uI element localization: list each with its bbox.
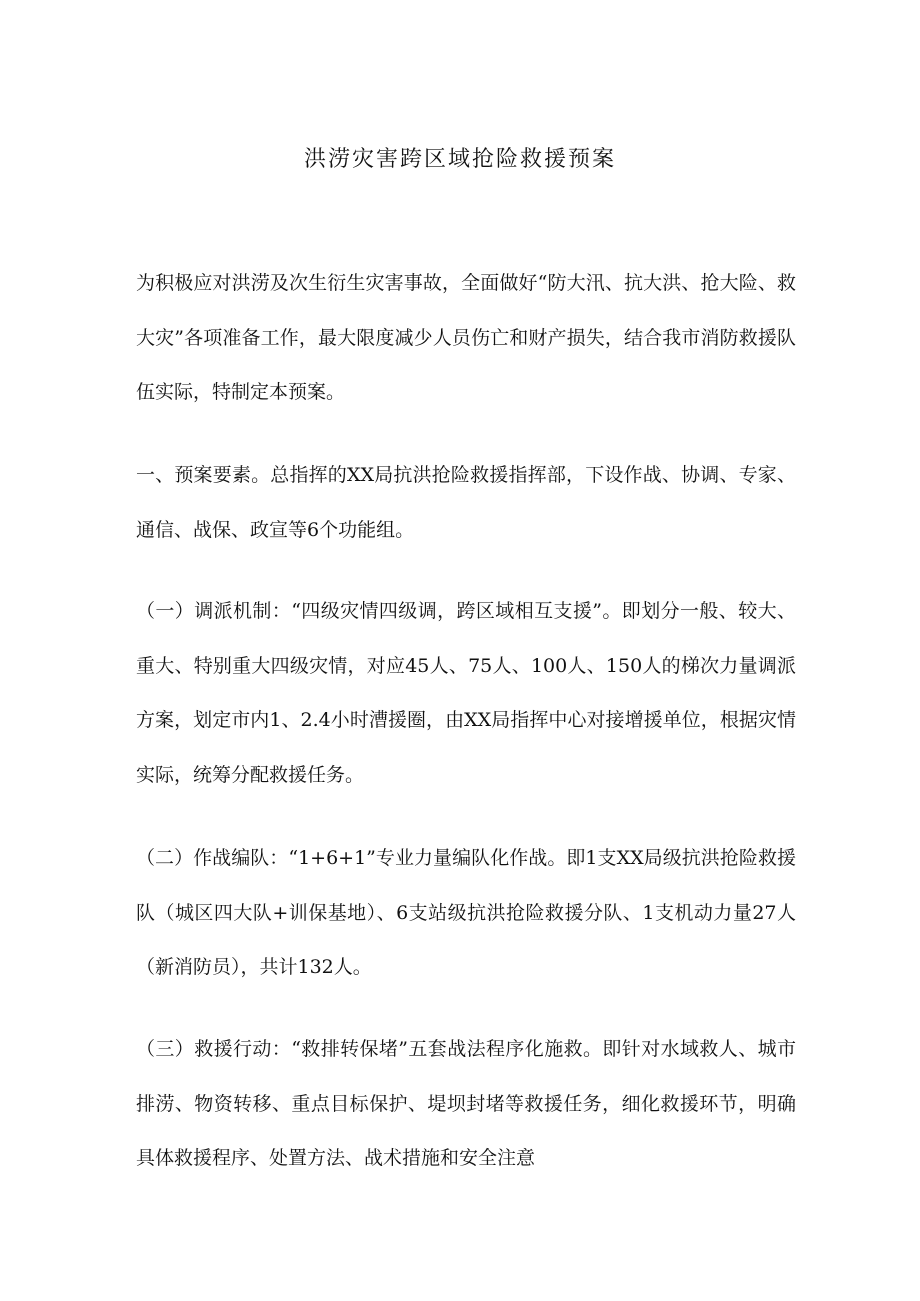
paragraph-rescue-action: （三）救援行动：“救排转保堵”五套战法程序化施救。即针对水域救人、城市排涝、物资转移、重点目标保护、堤坝封堵等救援任务，细化救援环节，明确具体救援程序、处置方法、战术措施和安全注意 (136, 1038, 796, 1169)
paragraph-combat-formation: （二）作战编队：“1+6+1”专业力量编队化作战。即1支XX局级抗洪抢险救援队（城区四大队+训保基地）、6支站级抗洪抢险救援分队、1支机动力量27人（新消防员），共计132人。 (136, 847, 796, 978)
paragraph-intro: 为积极应对洪涝及次生衍生灾害事故，全面做好“防大汛、抗大洪、抢大险、救大灾”各项准备工作，最大限度减少人员伤亡和财产损失，结合我市消防救援队伍实际，特制定本预案。 (136, 272, 796, 403)
paragraph-dispatch-mechanism: （一）调派机制：“四级灾情四级调，跨区域相互支援”。即划分一般、较大、重大、特别重大四级灾情，对应45人、75人、100人、150人的梯次力量调派方案，划定市内1、2.4小时漕援圈，由XX局指挥中心对接增援单位，根据灾情实际，统筹分配救援任务。 (136, 600, 796, 786)
paragraph-section-1: 一、预案要素。总指挥的XX局抗洪抢险救援指挥部，下设作战、协调、专家、通信、战保、政宣等6个功能组。 (136, 464, 796, 541)
document-title: 洪涝灾害跨区域抢险救援预案 (303, 147, 616, 172)
